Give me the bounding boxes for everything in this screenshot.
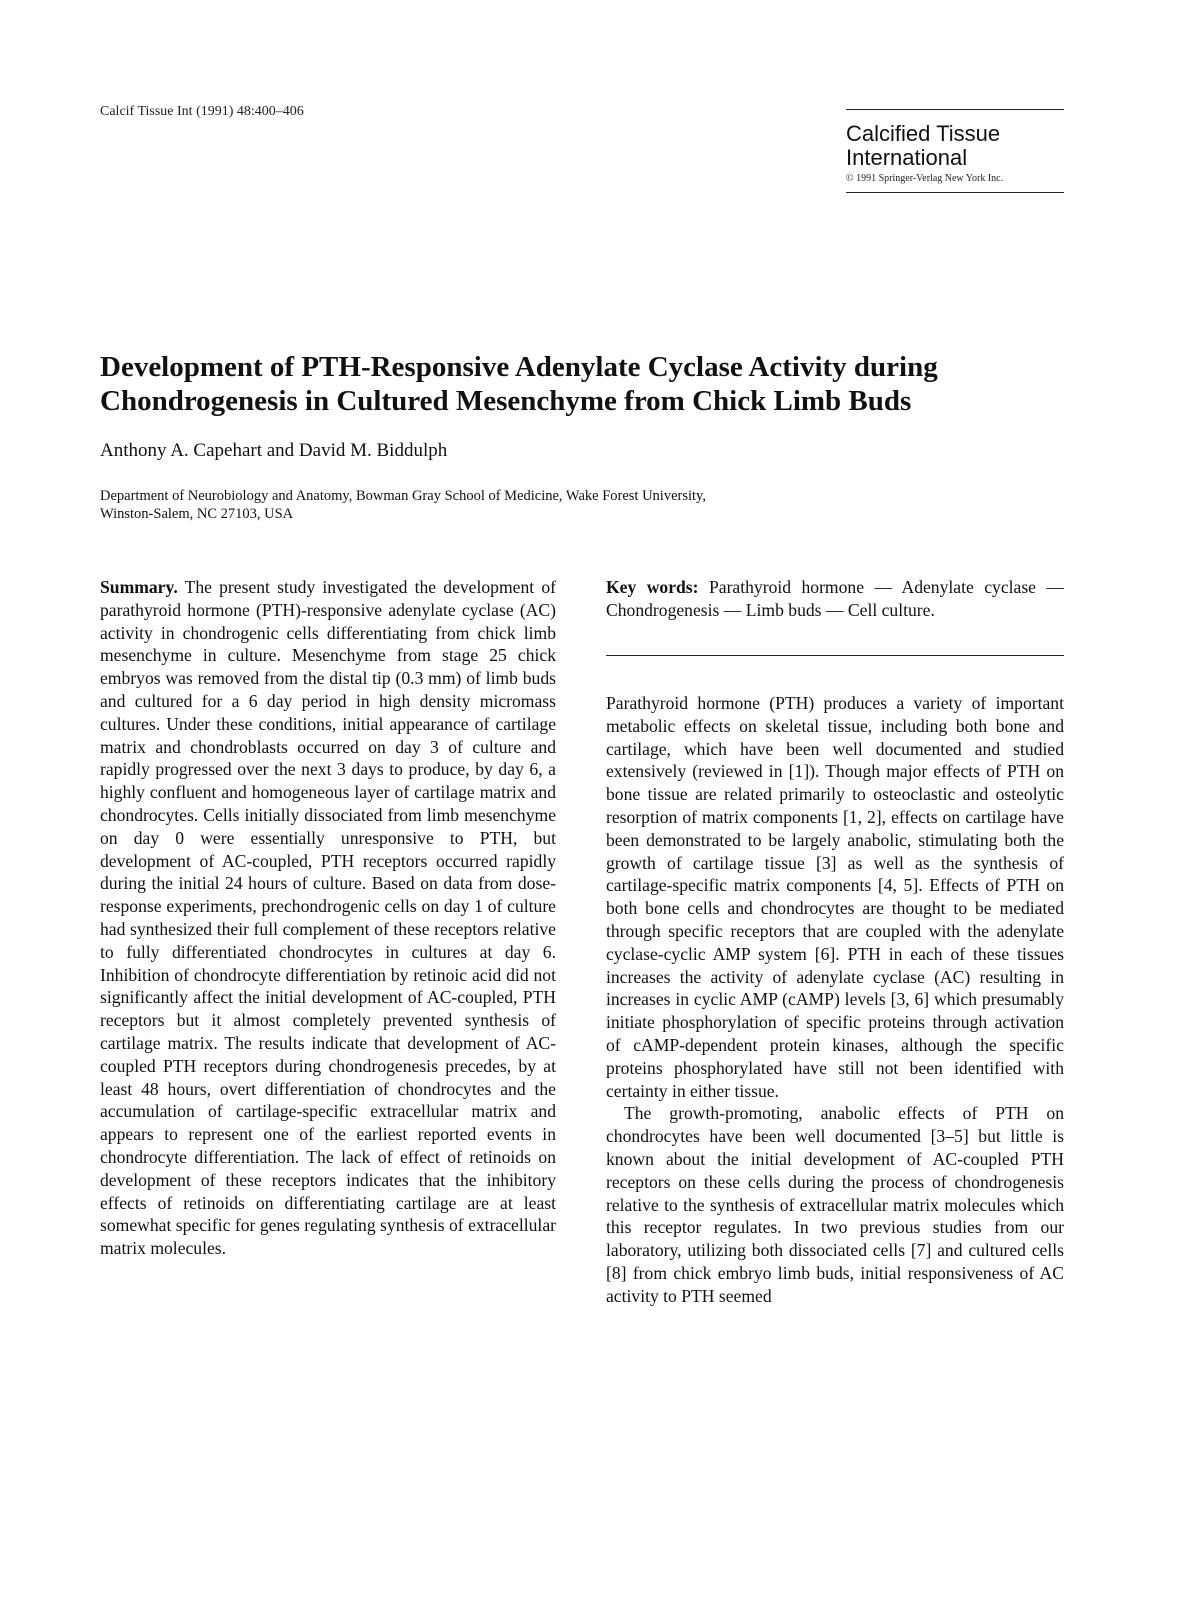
- article-authors: Anthony A. Capehart and David M. Biddulph: [100, 440, 448, 461]
- introduction-section: [606, 692, 1064, 1308]
- summary-label: Summary.: [100, 577, 178, 597]
- summary-section: [100, 576, 556, 1260]
- affiliation-line1: Department of Neurobiology and Anatomy, Bowman Gray School of Medicine, Wake Forest University,: [100, 488, 706, 504]
- journal-citation: Calcif Tissue Int (1991) 48:400–406: [100, 104, 304, 119]
- author-affiliation: [100, 487, 900, 523]
- journal-name-line1: Calcified Tissue: [846, 121, 1001, 146]
- intro-paragraph-2: The growth-promoting, anabolic effects of PTH on chondrocytes have been well documented [3–5] but little is known about the initial development of AC-coupled PTH receptors on these cells during the process of chondrogenesis relative to the synthesis of extracellular matrix molecules which this receptor regulates. In two previous studies from our laboratory, utilizing both dissociated cells [7] and cultured cells [8] from chick embryo limb buds, initial responsiveness of AC activity to PTH seemed: [606, 1103, 1064, 1306]
- summary-paragraph: [100, 576, 556, 1260]
- copyright-notice: © 1991 Springer-Verlag New York Inc.: [846, 173, 1004, 184]
- affiliation-line2: Winston-Salem, NC 27103, USA: [100, 506, 294, 522]
- journal-name-line2: International: [846, 145, 968, 170]
- keywords-section: [606, 576, 1064, 622]
- journal-masthead: [846, 109, 1064, 193]
- article-title: Development of PTH-Responsive Adenylate Cyclase Activity during Chondrogenesis in Cultured Mesenchyme from Chick Limb Buds: [100, 351, 938, 417]
- summary-text: The present study investigated the development of parathyroid hormone (PTH)-responsive adenylate cyclase (AC) activity in chondrogenic cells differentiating from chick limb mesenchyme in culture. Mesenchyme from stage 25 chick embryos was removed from the distal tip (0.3 mm) of limb buds and cultured for a 6 day period in high density micromass cultures. Under these conditions, initial appearance of cartilage matrix and chondroblasts occurred on day 3 of culture and rapidly progressed over the next 3 days to produce, by day 6, a highly confluent and homogeneous layer of cartilage matrix and chondrocytes. Cells initially dissociated from limb mesenchyme on day 0 were essentially unresponsive to PTH, but development of AC-coupled, PTH receptors occurred rapidly during the initial 24 hours of culture. Based on data from dose-response experiments, prechondrogenic cells on day 1 of culture had synthesized their full complement of these receptors relative to fully differentiated chondrocytes in cultures at day 6. Inhibition of chondrocyte differentiation by retinoic acid did not significantly affect the initial development of AC-coupled, PTH receptors but it almost completely prevented synthesis of cartilage matrix. The results indicate that development of AC-coupled PTH receptors during chondrogenesis precedes, by at least 48 hours, overt differentiation of chondrocytes and the accumulation of cartilage-specific extracellular matrix and appears to represent one of the earliest reported events in chondrocyte differentiation. The lack of effect of retinoids on development of these receptors indicates that the inhibitory effects of retinoids on differentiating cartilage are at least somewhat specific for genes regulating synthesis of extracellular matrix molecules.: [100, 577, 556, 1259]
- keywords-text: Parathyroid hormone — Adenylate cyclase — Chondrogenesis — Limb buds — Cell culture.: [606, 577, 1065, 620]
- keywords-divider: [606, 655, 1064, 656]
- keywords-label: Key words:: [606, 577, 699, 597]
- keywords-paragraph: [606, 576, 1064, 622]
- intro-paragraph-1: Parathyroid hormone (PTH) produces a variety of important metabolic effects on skeletal tissue, including both bone and cartilage, which have been well documented and studied extensively (reviewed in [1]). Though major effects of PTH on bone tissue are related primarily to osteoclastic and osteolytic resorption of matrix components [1, 2], effects on cartilage have been demonstrated to be largely anabolic, stimulating both the growth of cartilage tissue [3] as well as the synthesis of cartilage-specific matrix components [4, 5]. Effects of PTH on both bone cells and chondrocytes are thought to be mediated through specific receptors that are coupled with the adenylate cyclase-cyclic AMP system [6]. PTH in each of these tissues increases the activity of adenylate cyclase (AC) resulting in increases in cyclic AMP (cAMP) levels [3, 6] which presumably initiate phosphorylation of specific proteins through activation of cAMP-dependent protein kinases, although the specific proteins phosphorylated have still not been identified with certainty in either tissue.: [606, 693, 1064, 1101]
